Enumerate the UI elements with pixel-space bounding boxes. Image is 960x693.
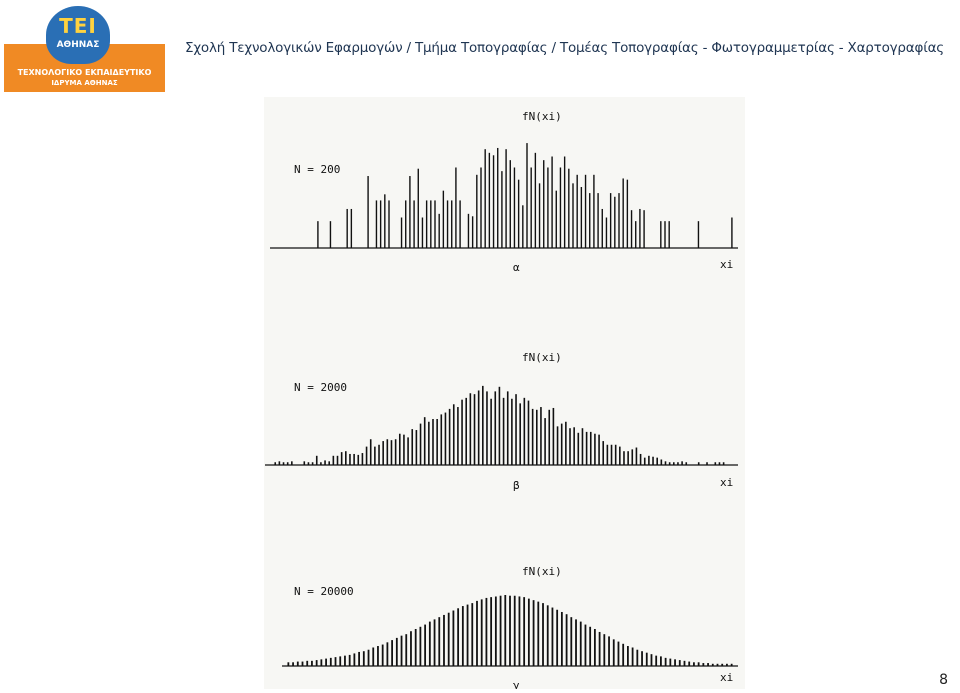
scanned-figure bbox=[264, 97, 745, 689]
histogram-figure bbox=[264, 97, 745, 689]
x-axis-label: xi bbox=[720, 671, 734, 684]
logo-emblem bbox=[46, 6, 110, 64]
histogram-panel-3 bbox=[282, 565, 738, 666]
logo-letters: ΤΕΙ bbox=[59, 14, 97, 38]
sample-size-label: N = 200 bbox=[294, 163, 341, 176]
x-axis-label: xi bbox=[720, 476, 734, 489]
tei-logo bbox=[4, 2, 165, 92]
header-title: Σχολή Τεχνολογικών Εφαρμογών / Τμήμα Τοπογραφίας / Τομέας Τοπογραφίας - Φωτογραμμετρίας - Χαρτογραφίας bbox=[185, 40, 944, 56]
sample-size-label: N = 20000 bbox=[294, 585, 354, 598]
logo-line-2: ΙΔΡΥΜΑ ΑΘΗΝΑΣ bbox=[51, 79, 118, 87]
y-axis-label: fN(xi) bbox=[522, 565, 562, 578]
panel-letter: β bbox=[513, 479, 520, 492]
y-axis-label: fN(xi) bbox=[522, 351, 562, 364]
panel-letter: α bbox=[513, 261, 520, 274]
histogram-panel-2 bbox=[265, 351, 738, 465]
logo-subtitle: ΑΘΗΝΑΣ bbox=[56, 40, 100, 50]
x-axis-label: xi bbox=[720, 258, 734, 271]
page-number: 8 bbox=[939, 672, 948, 688]
sample-size-label: N = 2000 bbox=[294, 381, 347, 394]
logo-line-1: ΤΕΧΝΟΛΟΓΙΚΟ ΕΚΠΑΙΔΕΥΤΙΚΟ bbox=[17, 68, 152, 77]
panel-letter: γ bbox=[513, 679, 520, 689]
histogram-panel-1 bbox=[270, 110, 738, 248]
y-axis-label: fN(xi) bbox=[522, 110, 562, 123]
